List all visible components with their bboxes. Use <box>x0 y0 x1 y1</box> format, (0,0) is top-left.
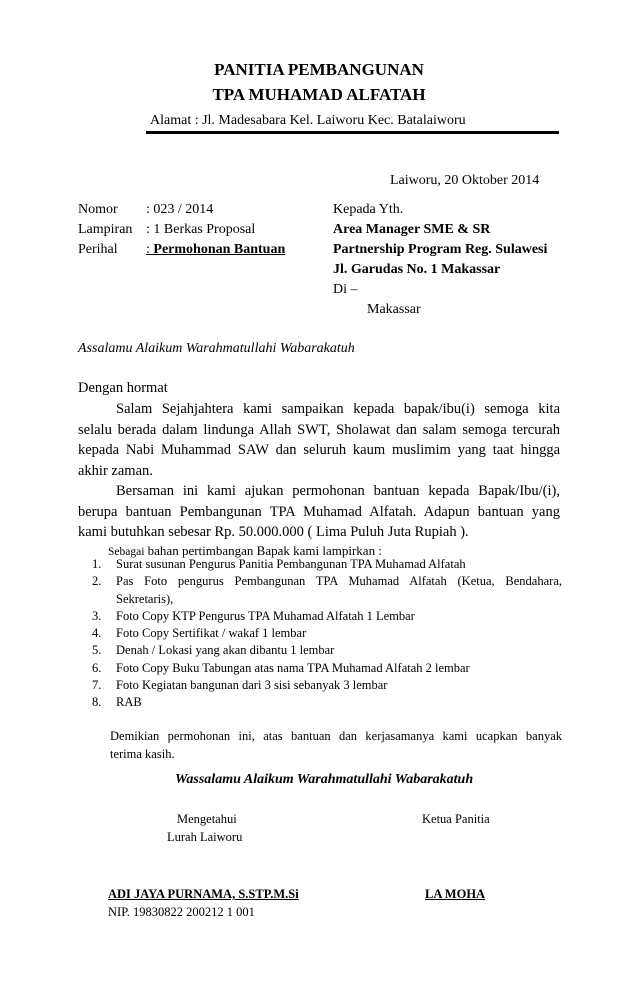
list-item-text: Denah / Lokasi yang akan dibantu 1 lembar <box>116 643 335 658</box>
list-item-number: 4. <box>92 626 102 641</box>
signature-left-nip: NIP. 19830822 200212 1 001 <box>108 905 255 919</box>
body-paragraph-1 <box>78 399 560 481</box>
signature-left-name: ADI JAYA PURNAMA, S.STP.M.Si <box>108 887 299 901</box>
salutation: Assalamu Alaikum Warahmatullahi Wabarakatuh <box>78 341 355 356</box>
list-item <box>92 677 562 694</box>
attachment-intro-rest: bahan pertimbangan Bapak kami lampirkan : <box>144 543 382 558</box>
attachment-list <box>92 556 562 712</box>
list-item-text-line2: Sekretaris), <box>116 591 174 606</box>
recipient-line1: Kepada Yth. <box>333 202 404 217</box>
paragraph1-line2: selalu berada dalam lindunga Allah SWT, Sholawat dan salam semoga tercurah <box>78 421 560 438</box>
closing-line1: Demikian permohonan ini, atas bantuan dan kerjasamanya kami ucapkan banyak <box>110 729 562 743</box>
paragraph2-line2: berupa bantuan Pembangunan TPA Muhamad Alfatah. Adapun bantuan yang <box>78 503 560 520</box>
list-item <box>92 694 562 711</box>
list-item <box>92 625 562 642</box>
list-item-number: 3. <box>92 608 102 623</box>
list-item <box>92 642 562 659</box>
greeting: Dengan hormat <box>78 380 168 396</box>
meta-perihal-label: Perihal <box>78 242 118 257</box>
paragraph1-line4: akhir zaman. <box>78 462 153 479</box>
letterhead-divider <box>146 131 559 134</box>
list-item-number: 8. <box>92 695 102 710</box>
letterhead-address: Alamat : Jl. Madesabara Kel. Laiworu Kec. Batalaiworu <box>150 113 466 128</box>
signature-left-role1: Mengetahui <box>177 812 237 826</box>
list-item-text: Surat susunan Pengurus Panitia Pembangunan TPA Muhamad Alfatah <box>116 557 466 571</box>
list-item-text: Foto Kegiatan bangunan dari 3 sisi sebanyak 3 lembar <box>116 678 388 693</box>
recipient-line5: Di – <box>333 282 358 297</box>
attachment-intro-small: Sebagai <box>108 546 145 558</box>
meta-perihal-colon: : <box>146 242 150 257</box>
valediction: Wassalamu Alaikum Warahmatullahi Wabarakatuh <box>175 772 474 787</box>
recipient-line6: Makassar <box>367 302 421 317</box>
paragraph2-line1: Bersaman ini kami ajukan permohonan bantuan kepada Bapak/Ibu/(i), <box>116 483 560 499</box>
list-item-number: 7. <box>92 678 102 693</box>
list-item-text: RAB <box>116 695 142 710</box>
letter-date: Laiworu, 20 Oktober 2014 <box>390 173 540 188</box>
list-item-text: Foto Copy Sertifikat / wakaf 1 lembar <box>116 626 307 641</box>
letterhead-org-line2: TPA MUHAMAD ALFATAH <box>212 85 426 104</box>
meta-perihal-row <box>146 242 285 258</box>
list-item <box>92 573 562 608</box>
list-item-text <box>116 573 562 608</box>
signature-left-role2: Lurah Laiworu <box>167 830 243 844</box>
list-item-number: 1. <box>92 557 102 571</box>
recipient-line3: Partnership Program Reg. Sulawesi <box>333 242 548 257</box>
paragraph2-line3: kami butuhkan sebesar Rp. 50.000.000 ( Lima Puluh Juta Rupiah ). <box>78 524 469 540</box>
list-item <box>92 556 562 573</box>
recipient-line4: Jl. Garudas No. 1 Makassar <box>333 262 501 277</box>
list-item-text: Foto Copy KTP Pengurus TPA Muhamad Alfatah 1 Lembar <box>116 608 415 623</box>
meta-nomor-label: Nomor <box>78 202 118 217</box>
signature-right-role: Ketua Panitia <box>422 812 490 826</box>
closing-paragraph <box>110 727 562 763</box>
list-item <box>92 660 562 677</box>
recipient-line2: Area Manager SME & SR <box>333 222 491 237</box>
list-item-text-line1: Pas Foto pengurus Pembangunan TPA Muhamad Alfatah (Ketua, Bendahara, <box>116 574 562 589</box>
meta-perihal-value: Permohonan Bantuan <box>149 242 286 257</box>
paragraph1-line3: kepada Nabi Muhammad SAW dan seluruh kaum muslimim yang taat hingga <box>78 442 560 458</box>
meta-nomor-value: : 023 / 2014 <box>146 202 214 217</box>
letterhead-org-line1: PANITIA PEMBANGUNAN <box>214 60 424 79</box>
list-item-number: 5. <box>92 643 102 658</box>
body-paragraph-2 <box>78 481 560 543</box>
signature-right-name: LA MOHA <box>425 887 486 901</box>
list-item-number: 6. <box>92 660 102 675</box>
closing-line2: terima kasih. <box>110 747 175 761</box>
meta-lampiran-value: : 1 Berkas Proposal <box>146 222 256 237</box>
list-item-number: 2. <box>92 574 102 589</box>
list-item-text: Foto Copy Buku Tabungan atas nama TPA Muhamad Alfatah 2 lembar <box>116 660 470 675</box>
paragraph1-line1: Salam Sejahjahtera kami sampaikan kepada bapak/ibu(i) semoga kita <box>116 401 560 417</box>
meta-lampiran-label: Lampiran <box>78 222 133 237</box>
list-item <box>92 608 562 625</box>
